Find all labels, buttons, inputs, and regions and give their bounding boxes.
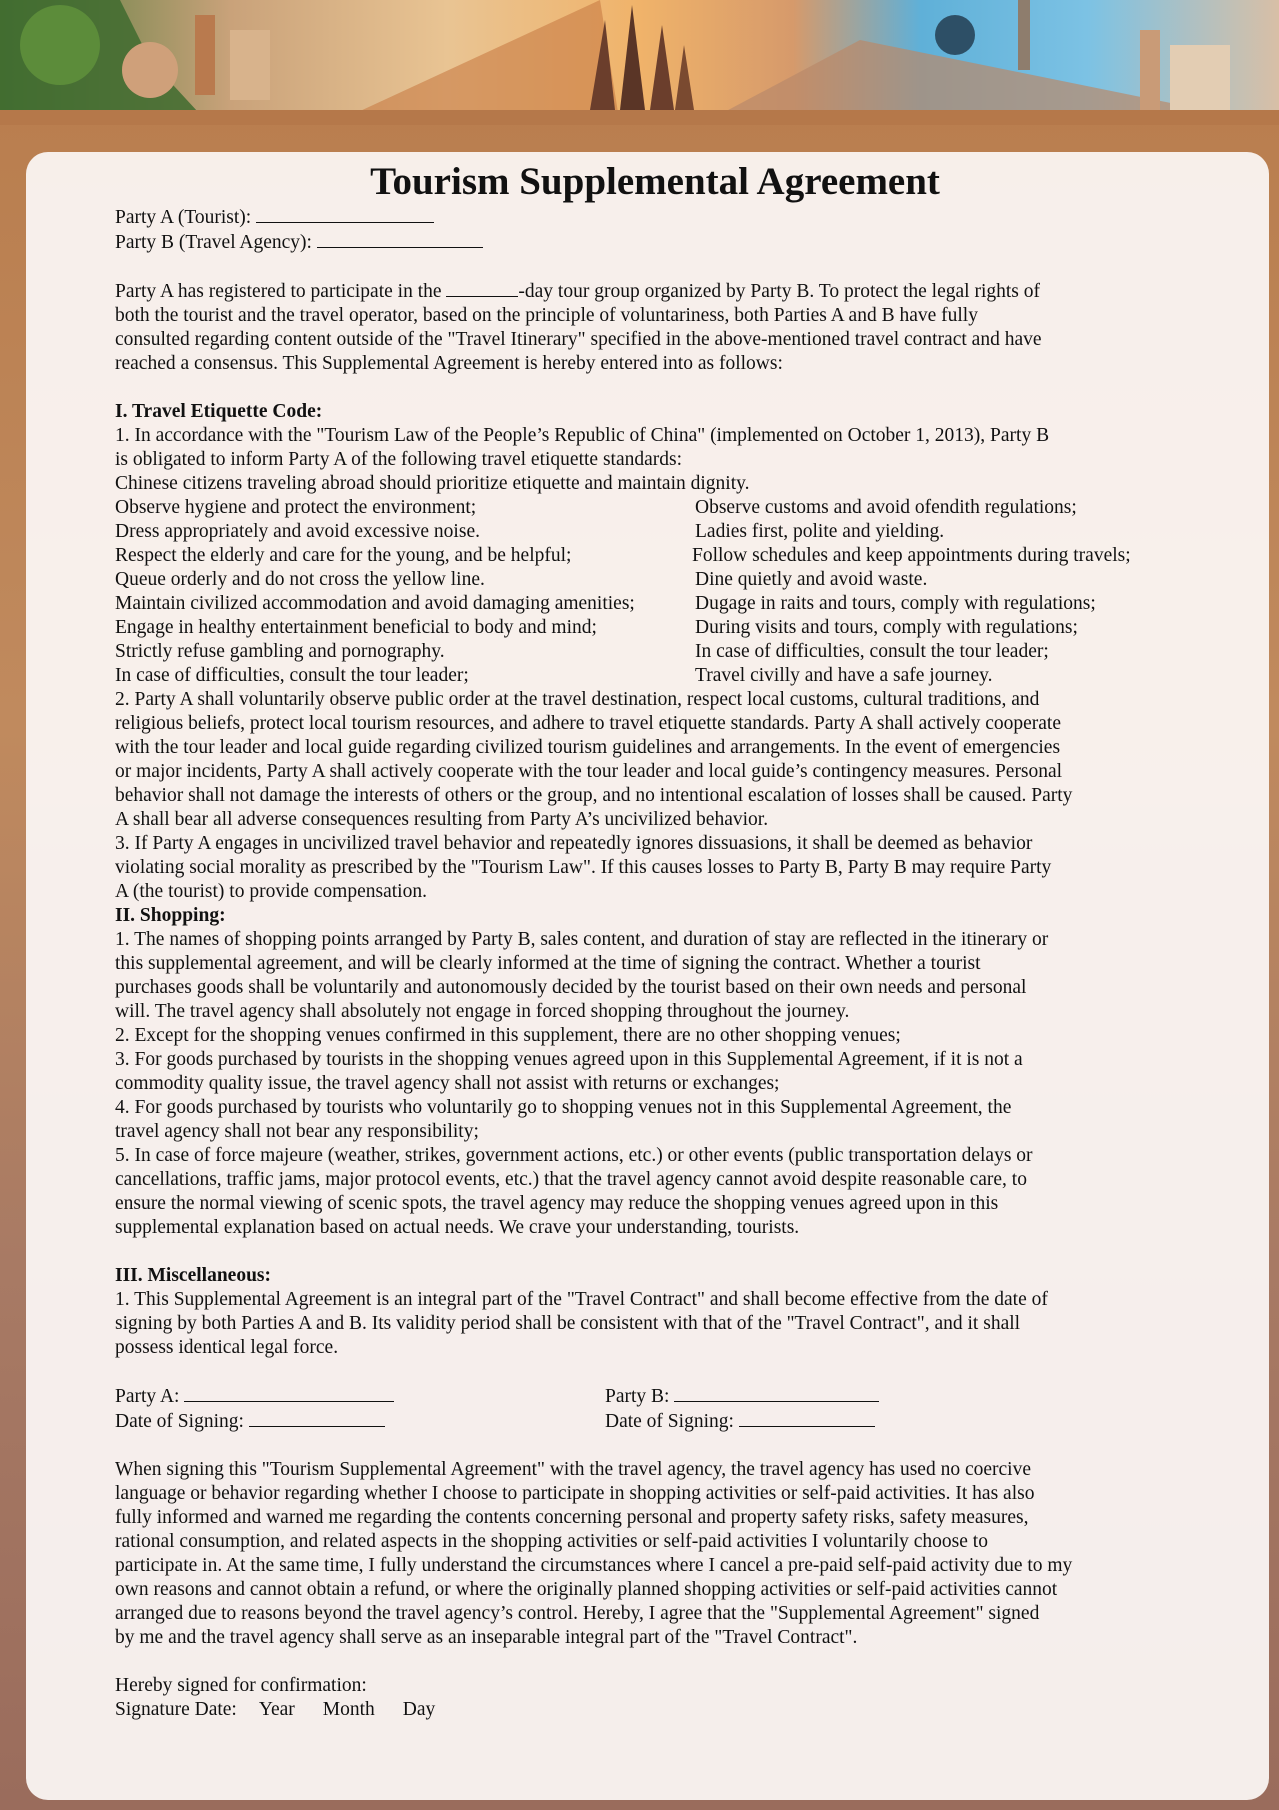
etiquette-clause-2: with the tour leader and local guide regarding civilized tourism guidelines and arrangements. In the event of emergencies bbox=[115, 737, 1061, 758]
intro-line-pre: Party A has registered to participate in the bbox=[115, 281, 442, 302]
shopping-line: 4. For goods purchased by tourists who voluntarily go to shopping venues not in this Supplemental Agreement, the bbox=[115, 1097, 1012, 1118]
party-a-date-blank[interactable] bbox=[249, 1409, 385, 1427]
tour-days-blank[interactable] bbox=[446, 279, 518, 297]
month-field[interactable]: Month bbox=[322, 1699, 375, 1720]
section-heading-shopping: II. Shopping: bbox=[115, 905, 226, 926]
etiquette-right: Dine quietly and avoid waste. bbox=[695, 569, 928, 590]
etiquette-clause-2: or major incidents, Party A shall actively cooperate with the tour leader and local guide’s contingency measures. Personal bbox=[115, 761, 1063, 782]
declaration-line: by me and the travel agency shall serve as an inseparable integral part of the "Travel Contract". bbox=[115, 1627, 858, 1648]
declaration-line: rational consumption, and related aspects in the shopping activities or self-paid activities I voluntarily choose to bbox=[115, 1531, 988, 1552]
party-b-sign-blank[interactable] bbox=[674, 1384, 879, 1402]
intro-line-post: -day tour group organized by Party B. To protect the legal rights of bbox=[518, 281, 1040, 302]
etiquette-right: Observe customs and avoid ofendith regulations; bbox=[695, 497, 1077, 518]
party-b-line bbox=[115, 230, 1175, 255]
etiquette-row bbox=[115, 568, 1175, 592]
party-a-sign-blank[interactable] bbox=[184, 1384, 394, 1402]
etiquette-row bbox=[115, 616, 1175, 640]
etiquette-left: Respect the elderly and care for the young, and be helpful; bbox=[115, 545, 572, 566]
party-a-line bbox=[115, 205, 1175, 230]
year-field[interactable]: Year bbox=[258, 1699, 295, 1720]
misc-line: possess identical legal force. bbox=[115, 1337, 339, 1358]
declaration-line: language or behavior regarding whether I choose to participate in shopping activities or self-paid activities. It has also bbox=[115, 1483, 1035, 1504]
party-a-label: Party A (Tourist): bbox=[115, 207, 252, 228]
declaration-line: own reasons and cannot obtain a refund, or where the originally planned shopping activities or self-paid activities cannot bbox=[115, 1579, 1058, 1600]
party-b-date-label: Date of Signing: bbox=[605, 1411, 734, 1432]
etiquette-clause-2: 2. Party A shall voluntarily observe public order at the travel destination, respect local customs, cultural traditions, and bbox=[115, 689, 1040, 710]
declaration-line: When signing this "Tourism Supplemental Agreement" with the travel agency, the travel agency has used no coercive bbox=[115, 1459, 1031, 1480]
party-b-date bbox=[605, 1409, 875, 1434]
party-a-date-label: Date of Signing: bbox=[115, 1411, 244, 1432]
party-a-sign-label: Party A: bbox=[115, 1386, 180, 1407]
party-b-label: Party B (Travel Agency): bbox=[115, 232, 312, 253]
etiquette-right: Travel civilly and have a safe journey. bbox=[695, 665, 993, 686]
etiquette-row bbox=[115, 592, 1175, 616]
etiquette-row bbox=[115, 544, 1175, 568]
day-field[interactable]: Day bbox=[402, 1699, 436, 1720]
signature-date-line bbox=[115, 1698, 1175, 1722]
section-heading-miscellaneous: III. Miscellaneous: bbox=[115, 1265, 271, 1286]
section-heading-etiquette: I. Travel Etiquette Code: bbox=[115, 401, 323, 422]
party-b-date-blank[interactable] bbox=[739, 1409, 875, 1427]
etiquette-left: Dress appropriately and avoid excessive noise. bbox=[115, 521, 480, 542]
etiquette-right: During visits and tours, comply with regulations; bbox=[695, 617, 1078, 638]
etiquette-intro-line: is obligated to inform Party A of the following travel etiquette standards: bbox=[115, 449, 683, 470]
etiquette-left: Strictly refuse gambling and pornography. bbox=[115, 641, 445, 662]
party-a-date bbox=[115, 1409, 605, 1434]
header-banner-image bbox=[0, 0, 1279, 125]
misc-line: signing by both Parties A and B. Its validity period shall be consistent with that of the "Travel Contract", and it shall bbox=[115, 1313, 1021, 1334]
shopping-line: travel agency shall not bear any responsibility; bbox=[115, 1121, 479, 1142]
shopping-line: ensure the normal viewing of scenic spots, the travel agency may reduce the shopping venues agreed upon in this bbox=[115, 1193, 999, 1214]
intro-line bbox=[115, 279, 1175, 304]
etiquette-row bbox=[115, 640, 1175, 664]
etiquette-intro-line: 1. In accordance with the "Tourism Law of the People’s Republic of China" (implemented on October 1, 2013), Party B bbox=[115, 425, 1050, 446]
etiquette-right: In case of difficulties, consult the tour leader; bbox=[695, 641, 1049, 662]
declaration-line: fully informed and warned me regarding the contents concerning personal and property safety risks, safety measures, bbox=[115, 1507, 1029, 1528]
intro-line: both the tourist and the travel operator, based on the principle of voluntariness, both Parties A and B have fully bbox=[115, 305, 978, 326]
etiquette-left: Queue orderly and do not cross the yellow line. bbox=[115, 569, 485, 590]
declaration-line: participate in. At the same time, I fully understand the circumstances where I cancel a pre-paid self-paid activity due to my bbox=[115, 1555, 1073, 1576]
shopping-line: 1. The names of shopping points arranged by Party B, sales content, and duration of stay are reflected in the itinerary or bbox=[115, 929, 1049, 950]
shopping-line: 2. Except for the shopping venues confirmed in this supplement, there are no other shopping venues; bbox=[115, 1025, 901, 1046]
etiquette-right: Follow schedules and keep appointments during travels; bbox=[692, 545, 1131, 566]
document-title: Tourism Supplemental Agreement bbox=[370, 160, 940, 203]
etiquette-clause-2: A shall bear all adverse consequences resulting from Party A’s uncivilized behavior. bbox=[115, 809, 769, 830]
etiquette-row bbox=[115, 520, 1175, 544]
shopping-line: 5. In case of force majeure (weather, strikes, government actions, etc.) or other events (public transportation delays or bbox=[115, 1145, 1033, 1166]
etiquette-left: Observe hygiene and protect the environment; bbox=[115, 497, 477, 518]
shopping-line: commodity quality issue, the travel agency shall not assist with returns or exchanges; bbox=[115, 1073, 780, 1094]
shopping-line: will. The travel agency shall absolutely not engage in forced shopping throughout the journey. bbox=[115, 1001, 850, 1022]
party-b-blank[interactable] bbox=[317, 230, 483, 248]
etiquette-clause-3: A (the tourist) to provide compensation. bbox=[115, 881, 427, 902]
etiquette-right: Ladies first, polite and yielding. bbox=[695, 521, 945, 542]
intro-line: reached a consensus. This Supplemental Agreement is hereby entered into as follows: bbox=[115, 353, 783, 374]
etiquette-clause-2: behavior shall not damage the interests of others or the group, and no intentional escalation of losses shall be caused. Party bbox=[115, 785, 1073, 806]
signing-date-row bbox=[115, 1409, 1175, 1434]
party-b-sign-label: Party B: bbox=[605, 1386, 670, 1407]
etiquette-intro-line: Chinese citizens traveling abroad should prioritize etiquette and maintain dignity. bbox=[115, 473, 750, 494]
etiquette-row bbox=[115, 496, 1175, 520]
declaration-line: arranged due to reasons beyond the travel agency’s control. Hereby, I agree that the "Supplemental Agreement" signed bbox=[115, 1603, 1040, 1624]
etiquette-clause-3: violating social morality as prescribed by the "Tourism Law". If this causes losses to Party B, Party B may require Party bbox=[115, 857, 1052, 878]
party-a-blank[interactable] bbox=[256, 205, 434, 223]
intro-line: consulted regarding content outside of the "Travel Itinerary" specified in the above-mentioned travel contract and have bbox=[115, 329, 1042, 350]
etiquette-clause-2: religious beliefs, protect local tourism resources, and adhere to travel etiquette standards. Party A shall actively cooperate bbox=[115, 713, 1061, 734]
misc-line: 1. This Supplemental Agreement is an integral part of the "Travel Contract" and shall become effective from the date of bbox=[115, 1289, 1048, 1310]
etiquette-left: Maintain civilized accommodation and avoid damaging amenities; bbox=[115, 593, 635, 614]
etiquette-right: Dugage in raits and tours, comply with regulations; bbox=[695, 593, 1096, 614]
agreement-document bbox=[115, 160, 1175, 1722]
signature-date-label: Signature Date: bbox=[115, 1699, 237, 1720]
signature-row bbox=[115, 1384, 1175, 1409]
shopping-line: purchases goods shall be voluntarily and autonomously decided by the tourist based on their own needs and personal bbox=[115, 977, 1027, 998]
etiquette-row bbox=[115, 664, 1175, 688]
shopping-line: 3. For goods purchased by tourists in the shopping venues agreed upon in this Supplemental Agreement, if it is not a bbox=[115, 1049, 1023, 1070]
etiquette-left: Engage in healthy entertainment beneficial to body and mind; bbox=[115, 617, 597, 638]
shopping-line: this supplemental agreement, and will be clearly informed at the time of signing the contract. Whether a tourist bbox=[115, 953, 981, 974]
etiquette-clause-3: 3. If Party A engages in uncivilized travel behavior and repeatedly ignores dissuasions, it shall be deemed as behavior bbox=[115, 833, 1033, 854]
party-b-signature bbox=[605, 1384, 879, 1409]
party-a-signature bbox=[115, 1384, 605, 1409]
shopping-line: supplemental explanation based on actual needs. We crave your understanding, tourists. bbox=[115, 1217, 800, 1238]
etiquette-left: In case of difficulties, consult the tour leader; bbox=[115, 665, 469, 686]
shopping-line: cancellations, traffic jams, major protocol events, etc.) that the travel agency cannot avoid despite reasonable care, to bbox=[115, 1169, 1027, 1190]
confirmation-line: Hereby signed for confirmation: bbox=[115, 1675, 367, 1696]
city-collage-illustration bbox=[0, 0, 1279, 125]
